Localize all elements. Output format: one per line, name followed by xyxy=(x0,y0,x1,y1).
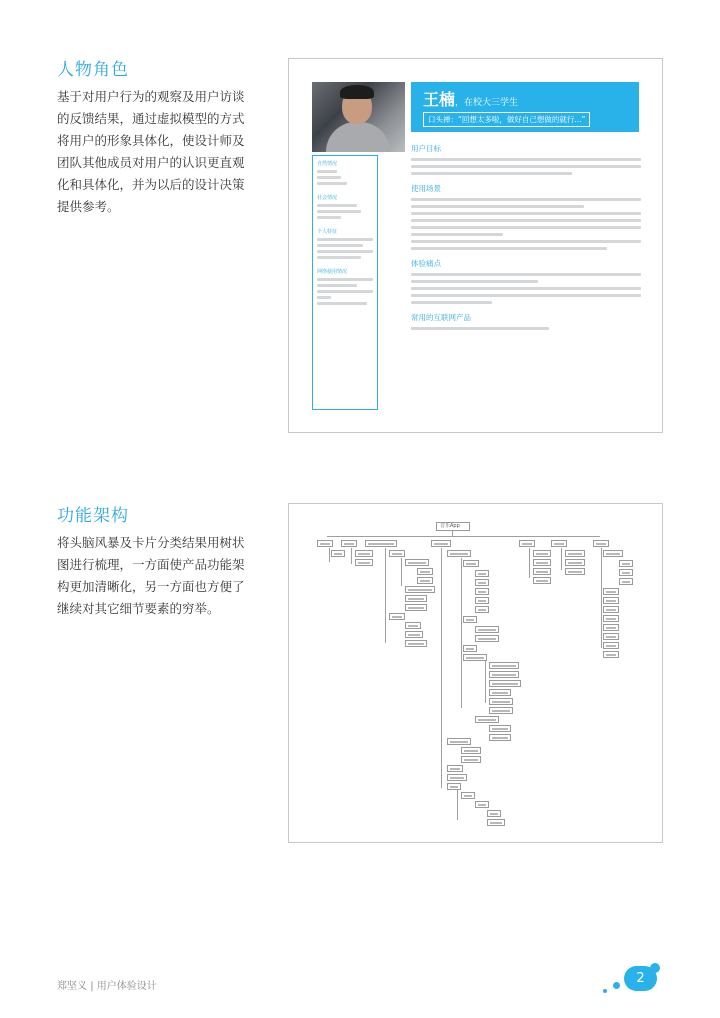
tree-node xyxy=(565,559,585,566)
tree-node xyxy=(475,579,489,586)
tree-node xyxy=(341,540,357,547)
section-body-persona: 基于对用户行为的观察及用户访谈的反馈结果，通过虚拟模型的方式将用户的形象具体化，使设计师及团队其他成员对用户的认识更直观化和具体化，并为以后的设计决策提供参考。 xyxy=(57,89,245,214)
tree-node xyxy=(317,540,333,547)
persona-details xyxy=(411,143,641,330)
tree-node xyxy=(405,559,429,566)
tree-node xyxy=(355,550,373,557)
tree-node xyxy=(603,651,619,658)
persona-quote: 口头禅：“回想太多啦，做好自己想做的就行...” xyxy=(423,112,590,127)
tree-node xyxy=(389,550,405,557)
section-body-architecture: 将头脑风暴及卡片分类结果用树状图进行梳理，一方面使产品功能架构更加清晰化，另一方面也方便了继续对其它细节要素的穷举。 xyxy=(57,535,245,616)
bubble-decoration xyxy=(650,963,660,973)
details-heading: 使用场景 xyxy=(411,184,441,193)
page-number: 2 xyxy=(624,966,657,991)
tree-node xyxy=(603,633,619,640)
tree-node xyxy=(405,604,427,611)
page-footer xyxy=(57,977,157,992)
tree-node xyxy=(489,707,513,714)
tree-node xyxy=(461,747,481,754)
sidebar-heading: 社会情况 xyxy=(317,195,338,201)
footer-separator: | xyxy=(90,981,94,992)
section-title-architecture: 功能架构 xyxy=(57,506,129,526)
tree-node xyxy=(463,654,487,661)
tree-node xyxy=(619,560,633,567)
tree-node xyxy=(461,792,475,799)
tree-node xyxy=(405,631,423,638)
tree-node xyxy=(603,588,619,595)
details-heading: 用户目标 xyxy=(411,144,441,153)
tree-node xyxy=(475,597,489,604)
tree-node xyxy=(417,568,433,575)
tree-node xyxy=(533,568,551,575)
tree-node xyxy=(603,642,619,649)
bubble-decoration xyxy=(603,989,607,993)
tree-node xyxy=(533,559,551,566)
tree-node xyxy=(603,550,623,557)
tree-node xyxy=(551,540,567,547)
tree-node xyxy=(533,550,551,557)
tree-node xyxy=(533,577,551,584)
tree-node xyxy=(463,616,477,623)
tree-node xyxy=(431,540,451,547)
tree-node xyxy=(565,568,585,575)
tree-node xyxy=(355,559,373,566)
tree-node xyxy=(447,738,471,745)
details-heading: 常用的互联网产品 xyxy=(411,313,471,322)
tree-root-node xyxy=(436,522,470,531)
tree-node xyxy=(565,550,585,557)
tree-node xyxy=(475,588,489,595)
tree-node xyxy=(475,570,489,577)
tree-node xyxy=(489,671,519,678)
tree-node xyxy=(463,560,479,567)
tree-node xyxy=(489,662,519,669)
tree-node xyxy=(447,783,461,790)
tree-node xyxy=(487,810,501,817)
tree-node xyxy=(519,540,535,547)
tree-node xyxy=(489,689,511,696)
tree-node xyxy=(619,578,633,585)
tree-node xyxy=(475,626,499,633)
persona-card xyxy=(288,58,663,433)
footer-course: 用户体验设计 xyxy=(96,981,157,992)
tree-node xyxy=(489,698,513,705)
persona-photo xyxy=(312,82,405,152)
tree-node xyxy=(331,550,345,557)
persona-name: 王楠 xyxy=(423,90,456,109)
tree-node xyxy=(603,615,619,622)
tree-node xyxy=(475,716,499,723)
tree-node xyxy=(487,819,505,826)
tree-node xyxy=(461,756,481,763)
tree-node xyxy=(447,765,463,772)
bubble-decoration xyxy=(613,982,620,989)
tree-node xyxy=(603,624,619,631)
tree-node xyxy=(603,606,619,613)
function-tree xyxy=(288,503,663,843)
tree-node xyxy=(405,586,435,593)
tree-node xyxy=(447,550,471,557)
tree-node xyxy=(489,680,521,687)
tree-node xyxy=(603,597,619,604)
sidebar-heading: 个人特征 xyxy=(317,229,338,235)
tree-node xyxy=(405,595,427,602)
persona-name-band xyxy=(411,82,639,132)
tree-node xyxy=(489,725,511,732)
tree-node xyxy=(463,645,477,652)
tree-node xyxy=(619,569,633,576)
details-heading: 体验痛点 xyxy=(411,259,441,268)
tree-root-label: 音乐App xyxy=(440,523,460,529)
tree-node xyxy=(365,540,397,547)
sidebar-heading: 网络使用情况 xyxy=(317,269,348,275)
tree-node xyxy=(475,801,489,808)
tree-node xyxy=(447,774,467,781)
persona-sidebar xyxy=(312,155,378,410)
section-title-persona: 人物角色 xyxy=(57,60,129,80)
tree-node xyxy=(593,540,609,547)
footer-author: 郑坚义 xyxy=(57,981,87,992)
sidebar-heading: 自然情况 xyxy=(317,161,338,167)
tree-node xyxy=(475,606,489,613)
tree-node xyxy=(489,734,511,741)
tree-node xyxy=(389,613,405,620)
persona-identity: ，在校大三学生 xyxy=(455,98,519,108)
tree-node xyxy=(475,635,499,642)
tree-node xyxy=(405,640,427,647)
tree-node xyxy=(417,577,433,584)
tree-node xyxy=(405,622,421,629)
